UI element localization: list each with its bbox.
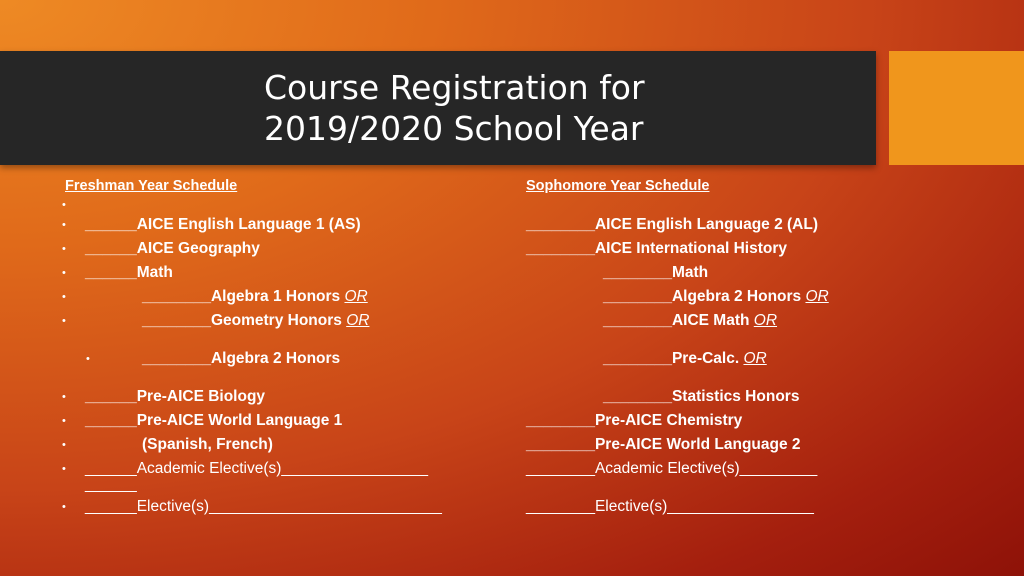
course-line xyxy=(603,287,829,307)
course-text: (Spanish, French) xyxy=(142,436,273,453)
course-text: ______ xyxy=(85,476,137,493)
course-text: ______Academic Elective(s)_________________ xyxy=(85,460,428,477)
course-text: ________AICE English Language 2 (AL) xyxy=(526,216,819,233)
course-line xyxy=(142,287,368,307)
course-line xyxy=(142,349,340,369)
course-line xyxy=(85,411,342,431)
course-text: ________AICE International History xyxy=(526,240,788,257)
or-label: OR xyxy=(344,288,368,305)
course-text: ______AICE English Language 1 (AS) xyxy=(85,216,361,233)
course-text: ______Elective(s)___________________________ xyxy=(85,498,442,515)
bullet-icon: • xyxy=(86,353,90,365)
course-line xyxy=(603,349,767,369)
course-line xyxy=(526,497,814,517)
course-line xyxy=(526,459,817,479)
course-line xyxy=(142,311,369,331)
course-line xyxy=(526,435,801,455)
bullet-icon: • xyxy=(62,243,66,255)
bullet-icon: • xyxy=(62,439,66,451)
course-text: ________AICE Math xyxy=(603,312,754,329)
course-line xyxy=(85,263,173,283)
title-line-1: Course Registration for xyxy=(264,68,645,107)
course-line xyxy=(603,387,799,407)
course-line xyxy=(85,215,361,235)
course-text: ________Pre-AICE Chemistry xyxy=(526,412,743,429)
or-label: OR xyxy=(346,312,370,329)
bullet-icon: • xyxy=(62,199,66,211)
or-label: OR xyxy=(805,288,829,305)
course-line xyxy=(526,411,742,431)
bullet-icon: • xyxy=(62,291,66,303)
course-text: ________Academic Elective(s)_________ xyxy=(526,460,818,477)
bullet-icon: • xyxy=(62,415,66,427)
bullet-icon: • xyxy=(62,391,66,403)
course-line xyxy=(603,263,708,283)
sophomore-heading: Sophomore Year Schedule xyxy=(526,178,710,194)
course-line xyxy=(603,311,777,331)
course-line xyxy=(85,387,265,407)
course-text: ______Pre-AICE World Language 1 xyxy=(85,412,343,429)
course-text: ________Pre-Calc. xyxy=(603,350,744,367)
course-text: ______Math xyxy=(85,264,173,281)
course-line xyxy=(142,435,273,455)
course-line xyxy=(85,497,442,517)
course-line xyxy=(526,239,787,259)
course-text: ________Algebra 2 Honors xyxy=(142,350,341,367)
bullet-icon: • xyxy=(62,219,66,231)
bullet-icon: • xyxy=(62,501,66,513)
title-line-2: 2019/2020 School Year xyxy=(264,109,644,148)
or-label: OR xyxy=(753,312,778,329)
course-text: ______AICE Geography xyxy=(85,240,260,257)
or-label: OR xyxy=(743,350,767,367)
course-text: ________Statistics Honors xyxy=(603,388,800,405)
course-text: ________Pre-AICE World Language 2 xyxy=(526,436,801,453)
course-text: ________Math xyxy=(603,264,709,281)
course-text: ________Geometry Honors xyxy=(142,312,347,329)
course-text: ______Pre-AICE Biology xyxy=(85,388,266,405)
accent-box xyxy=(889,51,1024,165)
course-text: ________Elective(s)_________________ xyxy=(526,498,814,515)
course-text: ________Algebra 1 Honors xyxy=(142,288,345,305)
bullet-icon: • xyxy=(62,267,66,279)
course-line xyxy=(85,475,137,495)
freshman-heading: Freshman Year Schedule xyxy=(65,178,238,194)
slide-title xyxy=(264,67,645,149)
course-line xyxy=(526,215,818,235)
title-bar xyxy=(0,51,876,165)
course-line xyxy=(85,239,260,259)
course-text: ________Algebra 2 Honors xyxy=(603,288,806,305)
bullet-icon: • xyxy=(62,463,66,475)
bullet-icon: • xyxy=(62,315,66,327)
